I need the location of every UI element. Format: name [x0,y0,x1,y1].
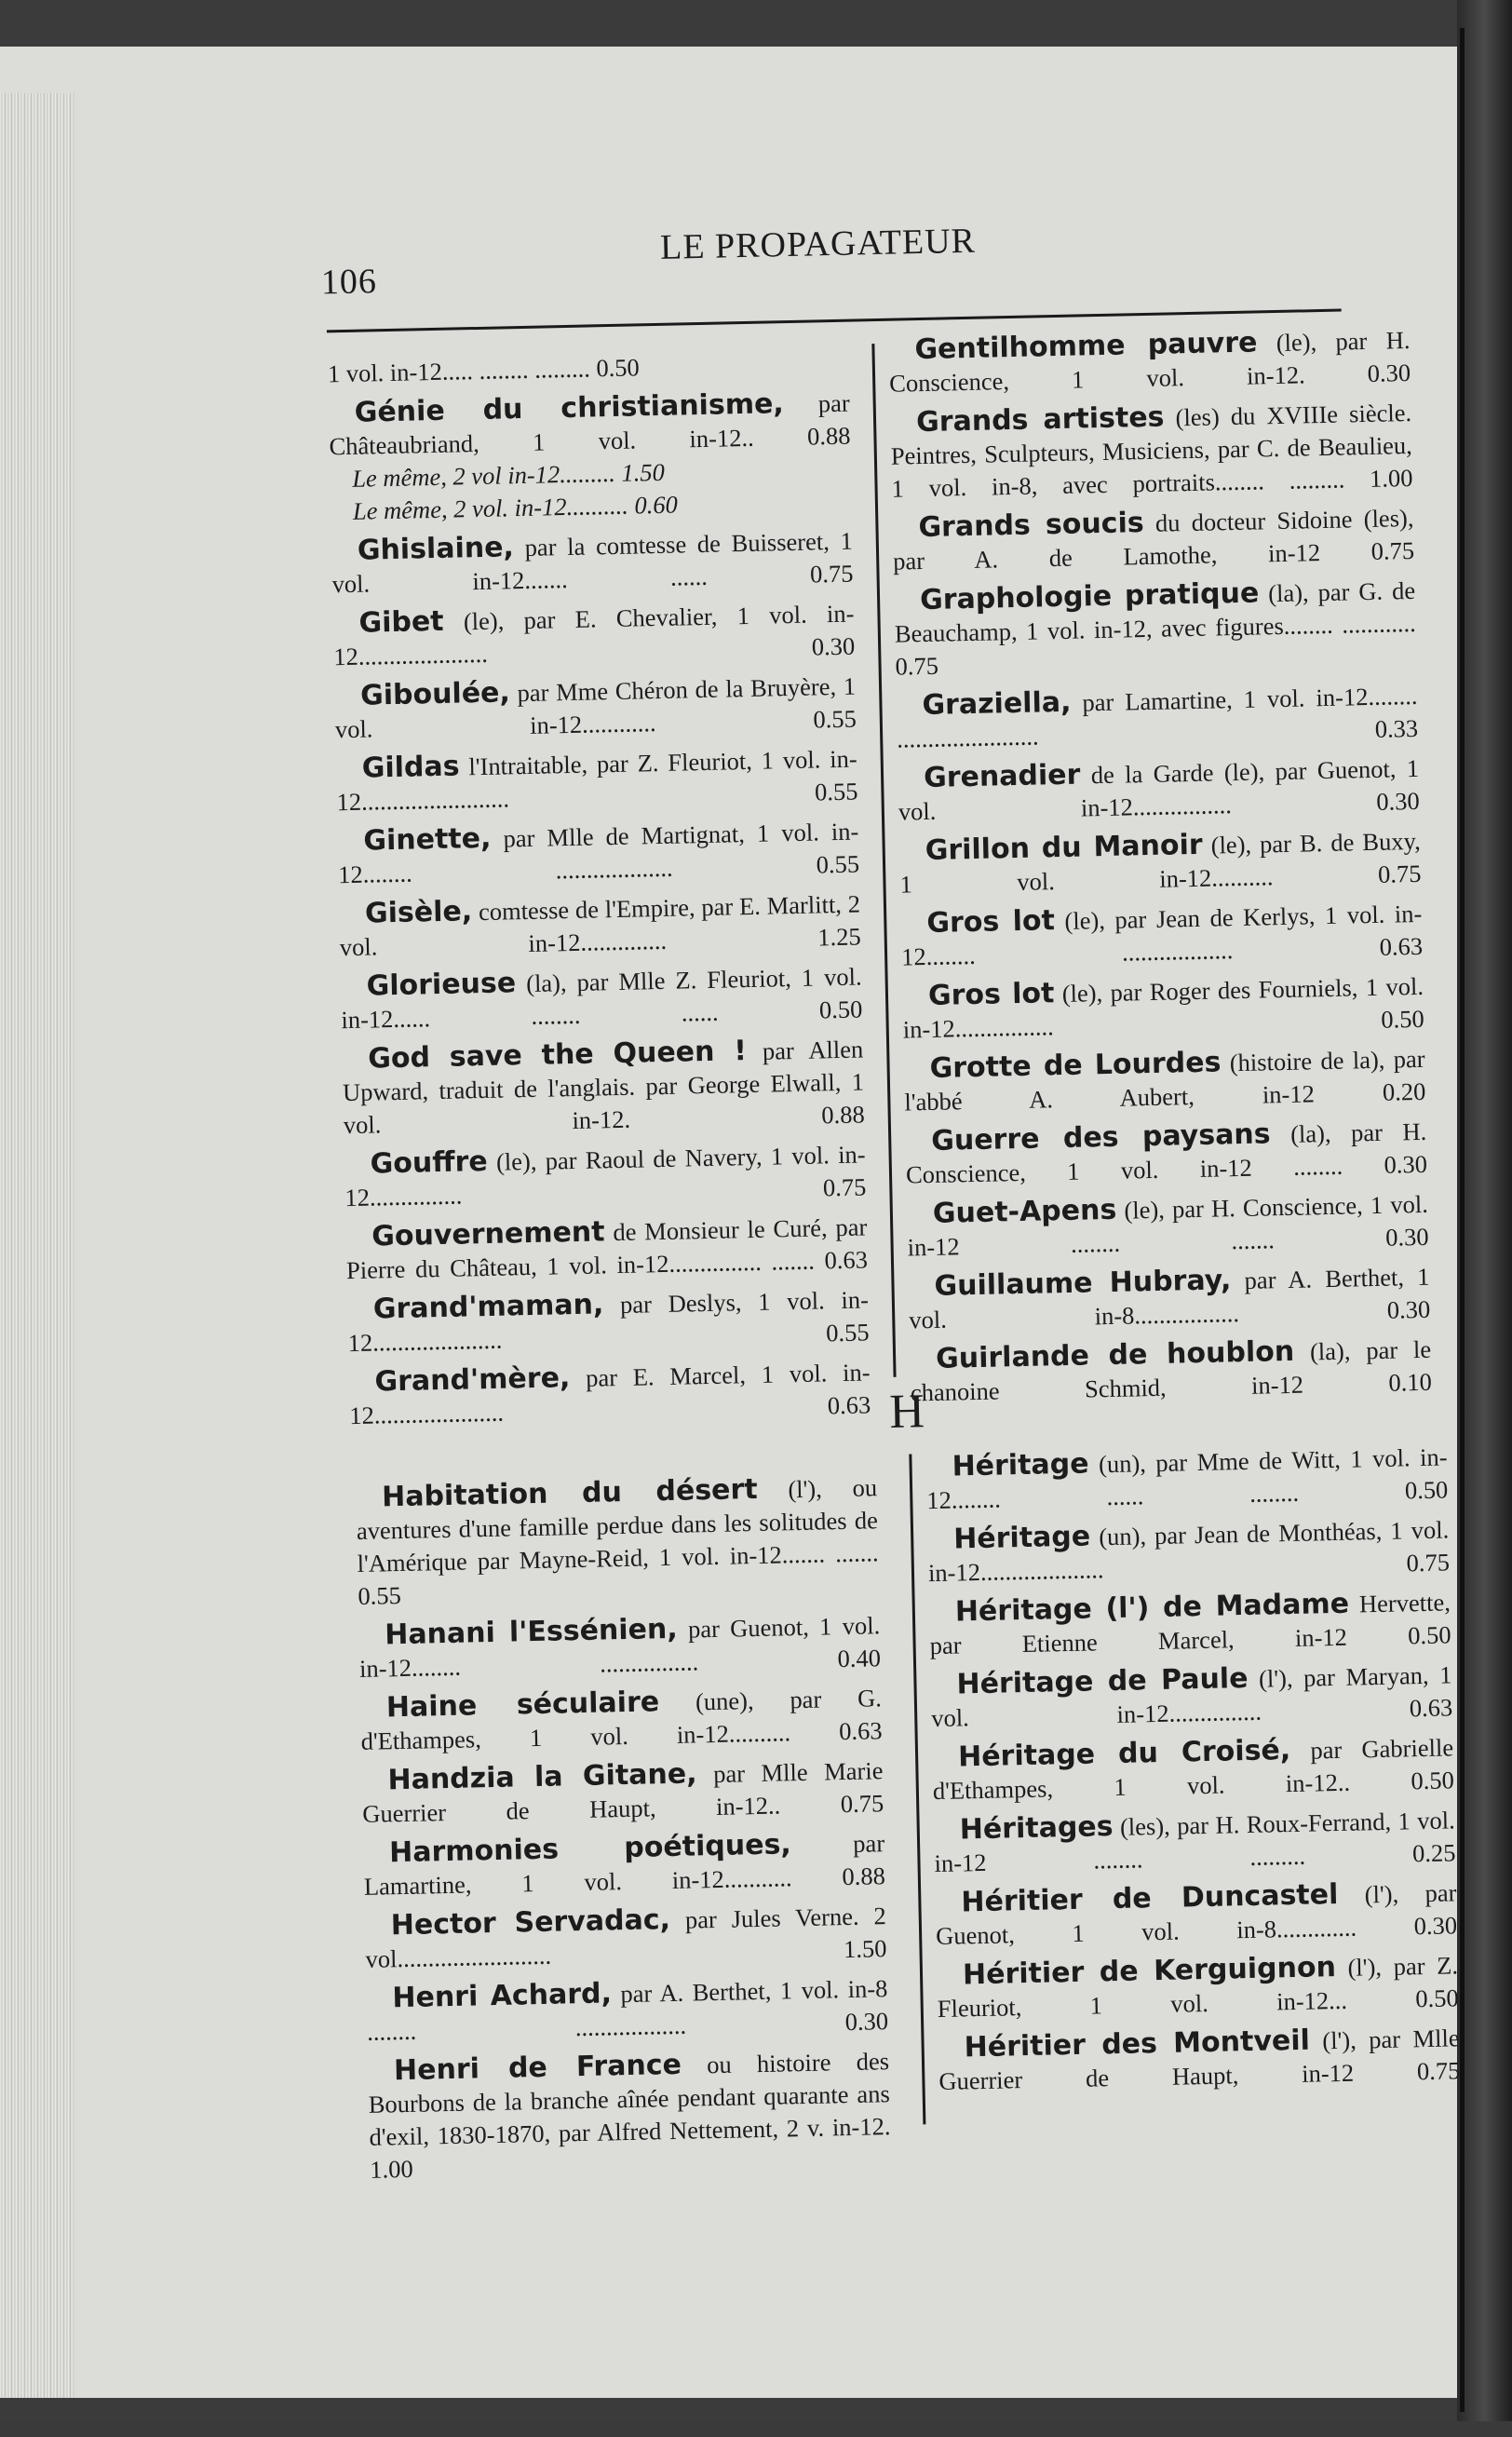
entry-title: Habitation du désert [381,1472,758,1514]
catalog-entry [894,574,1417,684]
entry-details: ou histoire des Bourbons de la branche aînée pendant quarante ans d'exil, 1830-1870, par Alfred Nettement, 2 v. in-12. 1.00 [368,2047,891,2184]
catalog-entry [932,1730,1454,1807]
entry-title: Gouffre [370,1144,489,1181]
entry-title: Guillaume Hubray, [934,1264,1232,1303]
catalog-entry [347,1282,870,1360]
entry-title: Hanani l'Essénien, [384,1612,679,1652]
entry-details: par Mlle de Martignat, 1 vol. in-12........ ................... 0.55 [337,817,860,889]
entry-details: par E. Marcel, 1 vol. in-12..................... 0.63 [349,1358,871,1430]
catalog-entry [905,1115,1427,1192]
catalog-entry [344,1137,866,1214]
entry-details: (la), par Mlle Z. Fleuriot, 1 vol. in-12...... ........ ...... 0.50 [341,962,863,1035]
entry-details: par Jules Verne. 2 vol......................... 1.50 [365,1902,887,1973]
entry-title: Héritage de Paule [956,1661,1249,1701]
entry-title: Haine séculaire [385,1686,660,1725]
entry-title: Grotte de Lourdes [929,1046,1222,1085]
catalog-entry [368,2044,892,2187]
entry-title: Henri de France [393,2048,682,2088]
catalog-entry [337,815,859,892]
entry-title: Giboulée, [359,676,511,712]
catalog-entry [363,1826,885,1903]
catalog-entry [342,1032,865,1142]
entry-details: (le), par H. Conscience, 1 vol. in-12 ........ ....... 0.30 [907,1189,1429,1262]
entry-details: (l'), par Z. Fleuriot, 1 vol. in-12... 0.50 [937,1951,1459,2024]
entry-title: Gros lot [926,904,1056,941]
entry-details: du docteur Sidoine (les), par A. de Lamothe, in-12 0.75 [892,503,1415,575]
entry-details: par A. Berthet, 1 vol. in-8................. 0.30 [908,1262,1431,1334]
page-number: 106 [320,262,378,303]
catalog-entry [929,1585,1451,1662]
entry-title: Harmonies poétiques, [388,1828,792,1870]
entry-title: Gros lot [927,977,1055,1012]
entry-details: comtesse de l'Empire, par E. Marlitt, 2 vol. in-12.............. 1.25 [339,889,861,962]
entry-title: Grillon du Manoir [925,828,1203,868]
catalog-entry [334,670,857,747]
entry-title: Gisèle, [364,895,473,930]
catalog-entry [340,959,862,1036]
catalog-entry [328,386,850,464]
entry-title: Ginette, [363,821,492,858]
entry-details: (le), par Roger des Fourniels, 1 vol. in-12................ 0.50 [902,971,1424,1044]
catalog-entry [364,1899,886,1976]
entry-title: Gildas [361,750,460,785]
catalog-entry [925,1440,1448,1517]
catalog-entry [360,1681,883,1758]
entry-title: God save the Queen ! [367,1035,748,1076]
catalog-entry [332,597,855,674]
entry-title: Henri Achard, [392,1977,613,2015]
entry-details: par Guenot, 1 vol. in-12........ ................ 0.40 [358,1611,882,1683]
entry-details: (l'), par Mlle Guerrier de Haupt, in-12 0.75 [938,2024,1461,2096]
entry-details: par Lamartine, 1 vol. in-12........ ....................... 0.33 [896,681,1419,753]
entry-details: (les), par H. Roux-Ferrand, 1 vol. in-12 ........ ......... 0.25 [934,1806,1456,1878]
entry-details: par Châteaubriand, 1 vol. in-12.. 0.88 [329,388,851,461]
catalog-entry [331,524,854,602]
entry-details: (la), par le chanoine Schmid, in-12 0.10 [910,1334,1433,1407]
catalog-entry [898,751,1420,829]
entry-details: (la), par G. de Beauchamp, 1 vol. in-12, avec figures........ ............ 0.75 [894,575,1417,681]
catalog-entry [345,1210,868,1287]
entry-details: Le même, 2 vol. in-12.......... 0.60 [352,490,679,525]
entry-details: (l'), ou aventures d'une famille perdue dans les solitudes de l'Amérique par Mayne-Reid, 1 vol. in-12....... ....... 0.55 [356,1473,879,1610]
entry-title: Grenadier [923,758,1081,795]
entry-title: Gentilhomme pauvre [914,326,1258,367]
catalog-entry [937,1948,1459,2025]
entry-title: Ghislaine, [357,531,515,567]
section-letter-h: H [888,1385,925,1439]
catalog-entry [898,824,1421,901]
entry-title: Grand'maman, [372,1288,604,1326]
running-title: LE PROPAGATEUR [659,221,977,267]
catalog-entry [356,1470,880,1613]
column-h-right [925,1433,1461,2098]
catalog-entry [335,742,857,819]
entry-details: par A. Berthet, 1 vol. in-8 ........ .................. 0.30 [366,1974,889,2046]
catalog-entry [930,1658,1452,1735]
column-g-left [328,347,871,1432]
entry-title: Grands artistes [915,400,1165,440]
entry-details: (l'), par Maryan, 1 vol. in-12............... 0.63 [930,1660,1453,1733]
entry-details: l'Intraitable, par Z. Fleuriot, 1 vol. in-12........................ 0.55 [336,744,858,817]
catalog-entry [908,1260,1430,1337]
entry-details: (une), par G. d'Ethampes, 1 vol. in-12.......... 0.63 [360,1684,883,1755]
entry-title: Héritage du Croisé, [957,1734,1291,1774]
entry-title: Grand'mère, [374,1361,571,1399]
catalog-entry [900,897,1423,974]
entry-details: par Lamartine, 1 vol. in-12........... 0.88 [363,1829,886,1901]
catalog-entry [339,887,861,965]
entry-title: Héritage [952,1447,1089,1483]
entry-title: Guerre des paysans [930,1117,1271,1158]
entry-title: Héritier de Duncastel [961,1877,1339,1919]
catalog-entry [933,1803,1455,1880]
catalog-entry [935,1875,1457,1953]
entry-title: Héritage [952,1520,1091,1556]
entry-title: Gouvernement [371,1215,605,1253]
entry-details: (un), par Jean de Monthéas, 1 vol. in-12.................... 0.75 [927,1515,1451,1588]
entry-details: (le), par B. de Buxy, 1 vol. in-12.......... 0.75 [899,826,1422,899]
entry-details: de la Garde (le), par Guenot, 1 vol. in-12................ 0.30 [898,753,1421,826]
entry-title: Héritage (l') de Madame [954,1587,1350,1629]
entry-title: Héritier des Montveil [964,2024,1311,2065]
entry-title: Graziella, [922,685,1072,723]
entry-title: Glorieuse [366,967,517,1003]
entry-details: par la comtesse de Buisseret, 1 vol. in-12....... ...... 0.75 [331,526,854,599]
entry-details: (un), par Mme de Witt, 1 vol. in-12........ ...... ........ 0.50 [926,1442,1449,1515]
entry-title: Gibet [358,604,444,640]
catalog-entry [938,2021,1460,2098]
catalog-entry [366,1971,888,2049]
entry-title: Guirlande de houblon [935,1334,1295,1375]
column-g-right [888,317,1432,1409]
column-divider-h [909,1454,925,2124]
entry-details: (le), par Raoul de Navery, 1 vol. in-12............... 0.75 [344,1140,867,1212]
entry-details: (la), par H. Conscience, 1 vol. in-12 ........ 0.30 [905,1117,1428,1189]
column-h-left [356,1464,892,2187]
entry-details: Le même, 2 vol in-12......... 1.50 [351,457,666,493]
catalog-entry [892,501,1414,578]
entry-title: Hector Servadac, [390,1903,671,1943]
entry-details: Hervette, par Etienne Marcel, in-12 0.50 [929,1588,1451,1660]
entry-details: (les) du XVIIIe siècle. Peintres, Sculpteurs, Musiciens, par C. de Beaulieu, 1 vol. in-8, avec portraits........ ......... 1.00 [890,398,1413,503]
entry-details: (histoire de la), par l'abbé A. Aubert, in-12 0.20 [904,1044,1426,1117]
entry-details: (l'), par Guenot, 1 vol. in-8............. 0.30 [935,1878,1458,1951]
entry-title: Guet-Apens [932,1193,1117,1230]
catalog-entry [890,396,1413,506]
entry-title: Handzia la Gitane, [387,1757,697,1797]
catalog-entry [903,1042,1425,1119]
catalog-entry [907,1187,1429,1265]
entry-details: (le), par H. Conscience, 1 vol. in-12. 0.30 [888,326,1411,398]
catalog-entry [902,969,1424,1047]
entry-title: Grands soucis [918,507,1145,545]
entry-details: par Mlle Marie Guerrier de Haupt, in-12.. 0.75 [361,1756,884,1828]
catalog-entry [361,1753,884,1831]
entry-details: (le), par Jean de Kerlys, 1 vol. in-12........ .................. 0.63 [900,899,1424,971]
entry-details: par Deslys, 1 vol. in-12..................... 0.55 [347,1285,870,1358]
catalog-entry [358,1608,881,1686]
entry-details: 1 vol. in-12..... ........ ......... 0.50 [327,353,641,388]
catalog-entry [910,1333,1432,1410]
entry-title: Graphologie pratique [919,576,1260,617]
catalog-entry [348,1355,871,1432]
entry-details: par Allen Upward, traduit de l'anglais. par George Elwall, 1 vol. in-12. 0.88 [342,1035,865,1140]
entry-title: Héritier de Kerguignon [962,1951,1337,1992]
entry-details: par Mme Chéron de la Bruyère, 1 vol. in-12............ 0.55 [334,671,857,744]
catalog-entry [927,1512,1450,1590]
catalog-entry [896,679,1418,756]
entry-title: Génie du christianisme, [354,387,785,429]
entry-details: par Gabrielle d'Ethampes, 1 vol. in-12.. 0.50 [932,1733,1455,1806]
catalog-entry [888,323,1411,400]
entry-details: (le), par E. Chevalier, 1 vol. in-12..................... 0.30 [332,599,856,671]
entry-title: Héritages [959,1810,1114,1847]
entry-details: de Monsieur le Curé, par Pierre du Château, 1 vol. in-12............... ....... 0.63 [345,1212,869,1285]
